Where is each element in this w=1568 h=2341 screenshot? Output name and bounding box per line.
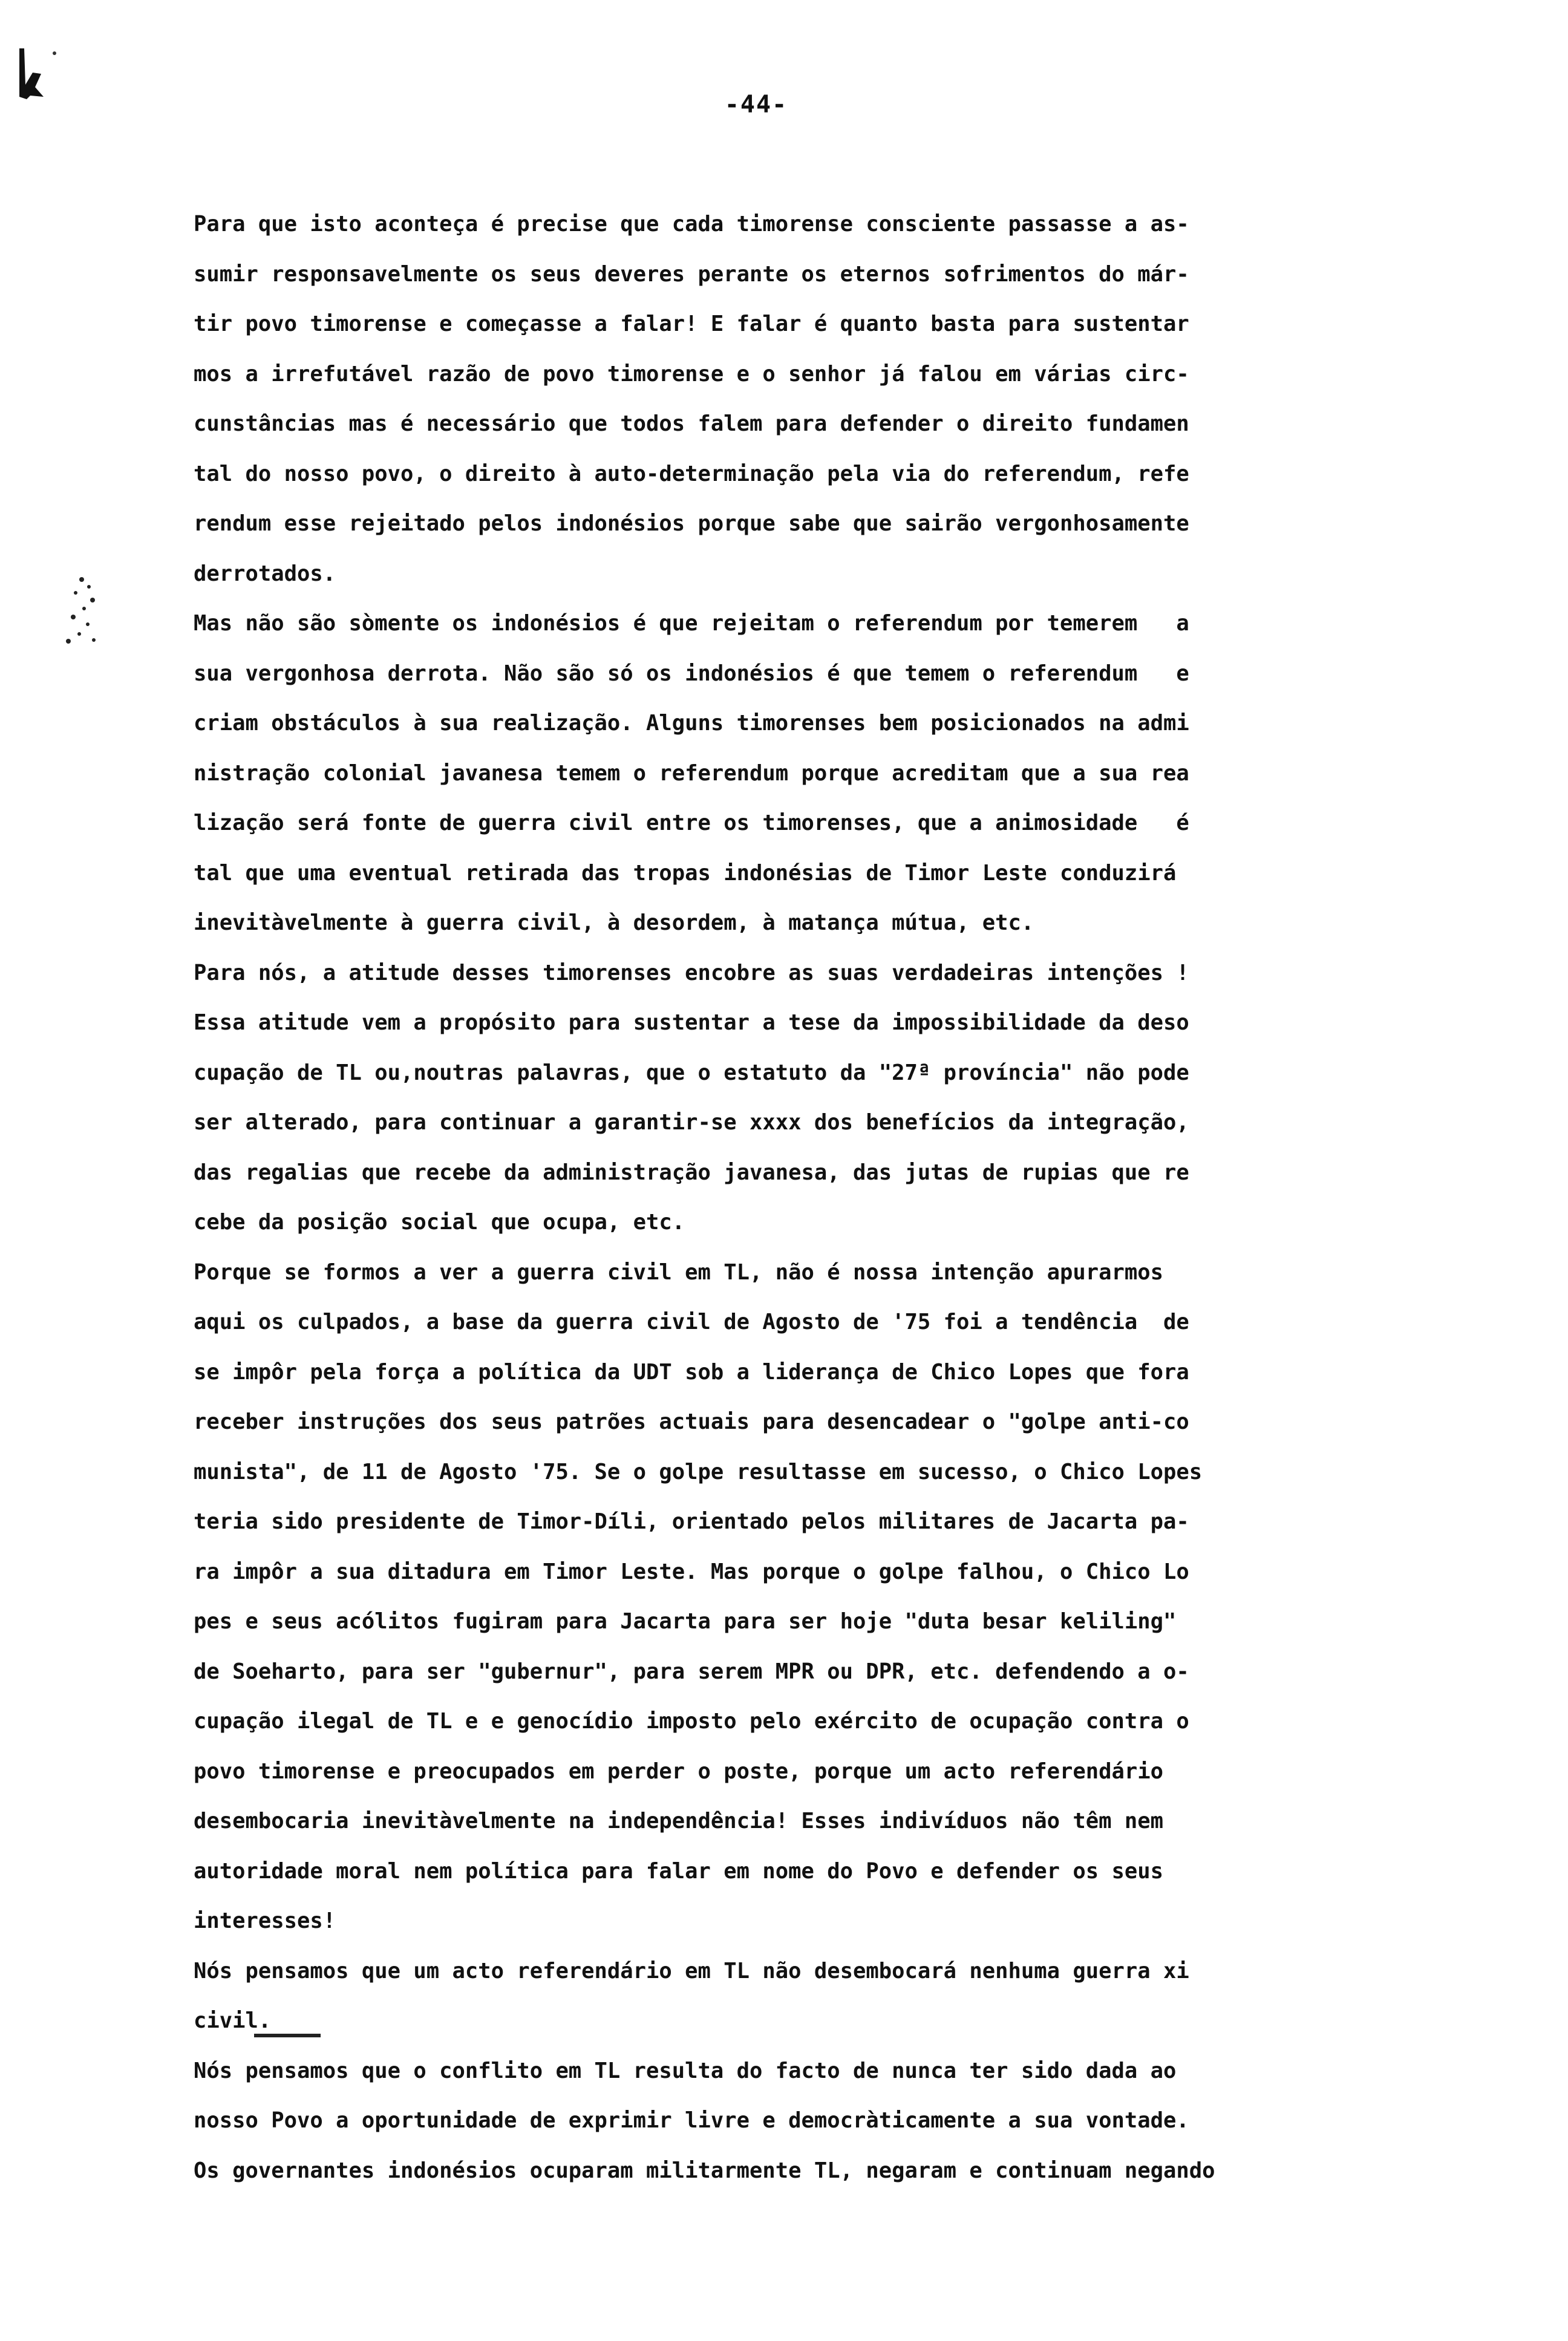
text-line: civil. <box>194 2008 272 2033</box>
text-line: ser alterado, para continuar a garantir-se xxxx dos benefícios da integração, <box>194 1110 1189 1135</box>
text-line: tir povo timorense e começasse a falar! E falar é quanto basta para sustentar <box>194 312 1189 336</box>
text-line: Nós pensamos que o conflito em TL resulta do facto de nunca ter sido dada ao <box>194 2058 1177 2083</box>
text-line: cupação de TL ou,noutras palavras, que o estatuto da "27ª província" não pode <box>194 1060 1189 1085</box>
text-line: Para que isto aconteça é precise que cada timorense consciente passasse a as- <box>194 212 1189 237</box>
text-line: sumir responsavelmente os seus deveres perante os eternos sofrimentos do már- <box>194 261 1189 287</box>
text-line: Essa atitude vem a propósito para sustentar a tese da impossibilidade da deso <box>194 1010 1189 1035</box>
text-line: povo timorense e preocupados em perder o poste, porque um acto referendário <box>194 1758 1163 1784</box>
text-line: inevitàvelmente à guerra civil, à desordem, à matança mútua, etc. <box>194 910 1034 935</box>
text-line: cunstâncias mas é necessário que todos falem para defender o direito fundamen <box>194 411 1189 436</box>
text-line: pes e seus acólitos fugiram para Jacarta para ser hoje "duta besar keliling" <box>194 1609 1177 1634</box>
text-line: mos a irrefutável razão de povo timorense e o senhor já falou em várias circ- <box>194 361 1189 387</box>
text-line: ra impôr a sua ditadura em Timor Leste. Mas porque o golpe falhou, o Chico Lo <box>194 1559 1189 1584</box>
text-line: Mas não são sòmente os indonésios é que rejeitam o referendum por temerem a <box>194 611 1189 636</box>
text-line: autoridade moral nem política para falar em nome do Povo e defender os seus <box>194 1858 1163 1884</box>
scan-artifact-mark <box>6 36 60 103</box>
text-line: teria sido presidente de Timor-Díli, orientado pelos militares de Jacarta pa- <box>194 1509 1189 1534</box>
text-line: Nós pensamos que um acto referendário em TL não desembocará nenhuma guerra xi <box>194 1958 1189 1983</box>
text-line: sua vergonhosa derrota. Não são só os indonésios é que temem o referendum e <box>194 661 1189 686</box>
text-line: se impôr pela força a política da UDT sob a liderança de Chico Lopes que fora <box>194 1359 1189 1385</box>
text-line: Porque se formos a ver a guerra civil em TL, não é nossa intenção apurarmos <box>194 1259 1163 1285</box>
text-line: munista", de 11 de Agosto '75. Se o golpe resultasse em sucesso, o Chico Lopes <box>194 1459 1203 1484</box>
text-line: derrotados. <box>194 561 336 586</box>
handwritten-underline <box>254 2034 321 2037</box>
text-line: tal do nosso povo, o direito à auto-determinação pela via do referendum, refe <box>194 461 1189 486</box>
text-line: aqui os culpados, a base da guerra civil de Agosto de '75 foi a tendência de <box>194 1310 1189 1334</box>
page-number: -44- <box>724 91 788 119</box>
text-line: de Soeharto, para ser "gubernur", para serem MPR ou DPR, etc. defendendo a o- <box>194 1659 1189 1684</box>
text-line: desembocaria inevitàvelmente na independência! Esses indivíduos não têm nem <box>194 1809 1163 1833</box>
text-line: Para nós, a atitude desses timorenses encobre as suas verdadeiras intenções ! <box>194 960 1189 985</box>
text-line: das regalias que recebe da administração javanesa, das jutas de rupias que re <box>194 1160 1189 1185</box>
text-line: criam obstáculos à sua realização. Alguns timorenses bem posicionados na admi <box>194 711 1189 736</box>
scan-artifact-mark <box>57 569 112 653</box>
body-text <box>194 200 1422 2196</box>
text-line: rendum esse rejeitado pelos indonésios porque sabe que sairão vergonhosamente <box>194 511 1189 536</box>
text-line: tal que uma eventual retirada das tropas indonésias de Timor Leste conduzirá <box>194 860 1177 886</box>
text-line: nosso Povo a oportunidade de exprimir livre e democràticamente a sua vontade. <box>194 2108 1189 2133</box>
text-line: receber instruções dos seus patrões actuais para desencadear o "golpe anti-co <box>194 1409 1189 1434</box>
text-line: nistração colonial javanesa temem o referendum porque acreditam que a sua rea <box>194 760 1189 786</box>
text-line: interesses! <box>194 1908 336 1933</box>
text-line: Os governantes indonésios ocuparam militarmente TL, negaram e continuam negando <box>194 2158 1215 2183</box>
text-line: cupação ilegal de TL e e genocídio imposto pelo exército de ocupação contra o <box>194 1709 1189 1734</box>
text-line: cebe da posição social que ocupa, etc. <box>194 1210 685 1235</box>
text-line: lização será fonte de guerra civil entre os timorenses, que a animosidade é <box>194 811 1189 835</box>
